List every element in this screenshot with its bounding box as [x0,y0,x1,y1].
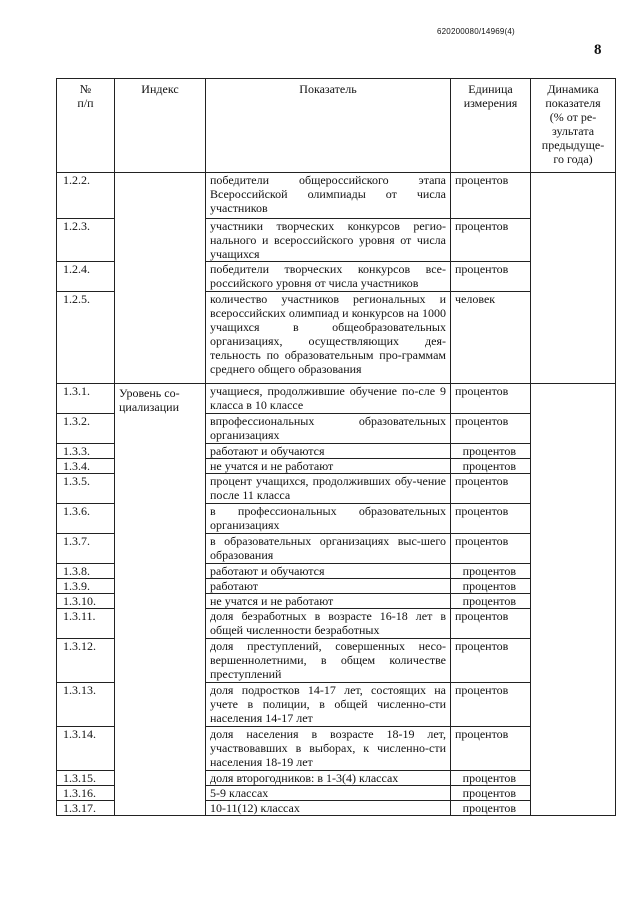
unit-cell: процентов [451,683,531,727]
unit-cell: процентов [451,534,531,564]
unit-cell: процентов [451,579,531,594]
header-index: Индекс [115,79,206,173]
document-id: 620200080/14969(4) [437,27,515,36]
header-num: № п/п [57,79,115,173]
indicator-text: доля второгодников: в 1-3(4) классах [206,771,451,786]
table-header-row [57,79,616,173]
indicator-text: в профессиональных образовательных организациях [206,504,451,534]
indicator-text: доля безработных в возрасте 16-18 лет в общей численности безработных [206,609,451,639]
indicator-text: работают и обучаются [206,444,451,459]
row-number: 1.3.2. [57,414,115,444]
unit-cell: процентов [451,786,531,801]
header-unit: Единица измерения [451,79,531,173]
indicator-text: доля подростков 14-17 лет, состоящих на учете в полиции, в общей численно-сти населения 14-17 лет [206,683,451,727]
indicator-text: доля преступлений, совершенных несо-вершеннолетними, в общем количестве преступлений [206,639,451,683]
row-number: 1.3.4. [57,459,115,474]
unit-cell: процентов [451,639,531,683]
row-number: 1.3.12. [57,639,115,683]
dynamics-cell [531,384,616,816]
row-number: 1.2.5. [57,292,115,384]
unit-cell: процентов [451,594,531,609]
unit-cell: процентов [451,801,531,816]
unit-cell: процентов [451,219,531,262]
unit-cell: процентов [451,414,531,444]
indicator-text: победители творческих конкурсов все-российского уровня от числа участников [206,262,451,292]
page-number: 8 [594,42,602,58]
unit-cell: процентов [451,609,531,639]
unit-cell: процентов [451,504,531,534]
row-number: 1.3.8. [57,564,115,579]
row-number: 1.3.10. [57,594,115,609]
indicator-text: победители общероссийского этапа Всероссийской олимпиады от числа участников [206,173,451,219]
unit-cell: процентов [451,384,531,414]
indicator-text: участники творческих конкурсов регио-нального и всероссийского уровня от числа учащихся [206,219,451,262]
indicator-text: работают [206,579,451,594]
unit-cell: процентов [451,459,531,474]
row-number: 1.2.2. [57,173,115,219]
row-number: 1.3.9. [57,579,115,594]
header-indicator: Показатель [206,79,451,173]
indicator-text: впрофессиональных образовательных организациях [206,414,451,444]
index-group-socialization: Уровень со- циализации [115,384,206,816]
table-row [57,384,616,414]
indicator-text: 5-9 классах [206,786,451,801]
row-number: 1.3.7. [57,534,115,564]
row-number: 1.3.11. [57,609,115,639]
unit-cell: процентов [451,564,531,579]
row-number: 1.2.3. [57,219,115,262]
row-number: 1.3.14. [57,727,115,771]
indicator-text: учащиеся, продолжившие обучение по-сле 9 класса в 10 классе [206,384,451,414]
indicator-text: работают и обучаются [206,564,451,579]
row-number: 1.3.13. [57,683,115,727]
indicators-table [56,78,616,816]
unit-cell: процентов [451,771,531,786]
indicator-text: количество участников региональных и всероссийских олимпиад и конкурсов на 1000 учащихся в общеобразовательных организациях, осуществляющих дея-тельность по образовательным про-граммам среднего общего образования [206,292,451,384]
indicator-text: процент учащихся, продолживших обу-чение после 11 класса [206,474,451,504]
indicator-text: не учатся и не работают [206,594,451,609]
row-number: 1.3.3. [57,444,115,459]
row-number: 1.3.15. [57,771,115,786]
table-row [57,173,616,219]
indicator-text: доля населения в возрасте 18-19 лет, участвовавших в выборах, к численно-сти населения 18-19 лет [206,727,451,771]
unit-cell: процентов [451,727,531,771]
dynamics-cell [531,173,616,384]
row-number: 1.3.5. [57,474,115,504]
row-number: 1.3.16. [57,786,115,801]
unit-cell: процентов [451,262,531,292]
row-number: 1.3.17. [57,801,115,816]
unit-cell: процентов [451,474,531,504]
row-number: 1.2.4. [57,262,115,292]
unit-cell: процентов [451,173,531,219]
indicator-text: не учатся и не работают [206,459,451,474]
unit-cell: процентов [451,444,531,459]
row-number: 1.3.6. [57,504,115,534]
row-number: 1.3.1. [57,384,115,414]
indicator-text: в образовательных организациях выс-шего образования [206,534,451,564]
indicator-text: 10-11(12) классах [206,801,451,816]
index-group-olympiad [115,173,206,384]
header-dynamics: Динамика показателя (% от ре- зультата предыдуще- го года) [531,79,616,173]
unit-cell: человек [451,292,531,384]
